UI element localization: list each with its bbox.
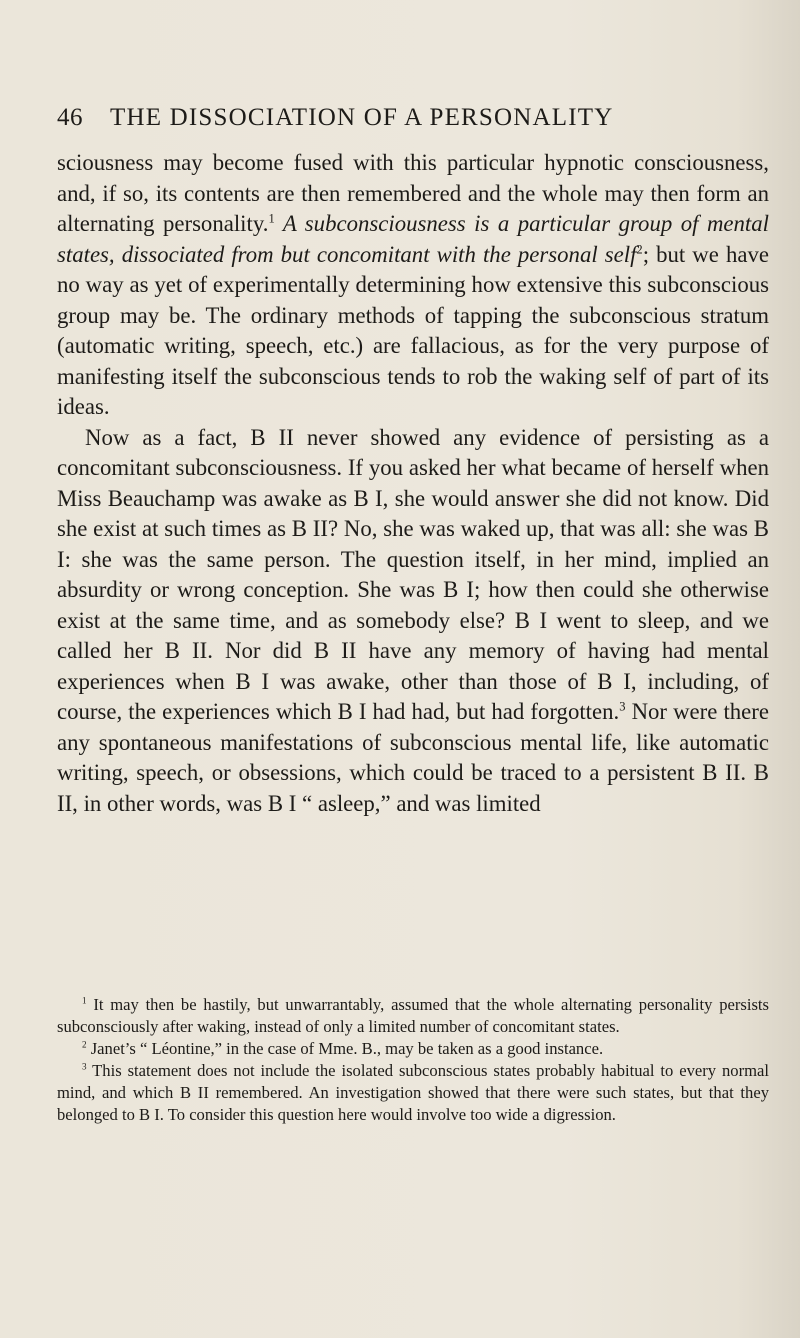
body-text <box>57 148 769 819</box>
running-head: THE DISSOCIATION OF A PERSONALITY <box>110 104 614 131</box>
footnote-ref-2: 2 <box>636 241 643 256</box>
page-number: 46 <box>57 104 83 131</box>
footnote-marker-2: 2 <box>82 1039 87 1050</box>
footnotes <box>57 994 769 1126</box>
paragraph-2 <box>57 423 769 820</box>
paragraph-2-text: Now as a fact, B II never showed any evidence of persisting as a concomitant subconsciousness. If you asked her what became of herself when Miss Beauchamp was awake as B I, she would answer she did not know. Did she exist at such times as B II? No, she was waked up, that was all: she was B I: she was the same person. The question itself, in her mind, implied an absurdity or wrong conception. She was B I; how then could she otherwise exist at the same time, and as somebody else? B I went to sleep, and we called her B II. Nor did B II have any memory of having had mental experiences when B I was awake, other than those of B I, including, of course, the experiences which B I had had, but had forgotten. <box>57 424 769 724</box>
footnote-marker-3: 3 <box>82 1061 87 1072</box>
footnote-1-text: It may then be hastily, but unwarrantably, assumed that the whole alternating personality persists subconsciously after waking, instead of only a limited number of concomitant states. <box>57 995 769 1036</box>
footnote-1 <box>57 994 769 1038</box>
footnote-3 <box>57 1060 769 1126</box>
italic-definition: A subconsciousness is a particular group of mental states, dissociated from but concomitant with the personal self <box>57 211 769 267</box>
footnote-ref-1: 1 <box>268 211 275 226</box>
footnote-2-text: Janet’s “ Léontine,” in the case of Mme. B., may be taken as a good instance. <box>86 1039 604 1058</box>
paragraph-2-continuation: Nor were there any spontaneous manifestations of subconscious mental life, like automatic writing, speech, or obsessions, which could be traced to a persistent B II. B II, in other words, was B I “ asleep,” and was limited <box>57 699 770 816</box>
footnote-3-text: This statement does not include the isolated subconscious states probably habitual to every normal mind, and which B II remembered. An investigation showed that there were such states, but that they belonged to B I. To consider this question here would involve too wide a digression. <box>57 1061 769 1124</box>
footnote-2 <box>57 1038 769 1060</box>
footnote-marker-1: 1 <box>82 995 87 1006</box>
paragraph-1-continuation: ; but we have no way as yet of experimentally determining how extensive this subconscious group may be. The ordinary methods of tapping the subconscious stratum (automatic writing, speech, etc.) are fallacious, as for the very purpose of manifesting itself the subconscious tends to rob the waking self of part of its ideas. <box>57 241 769 419</box>
page-header <box>57 104 757 140</box>
footnote-ref-3: 3 <box>619 699 626 714</box>
paragraph-1 <box>57 148 769 423</box>
paragraph-1-text: sciousness may become fused with this particular hypnotic consciousness, and, if so, its contents are then remembered and the whole may then form an alternating personality. <box>57 150 769 236</box>
